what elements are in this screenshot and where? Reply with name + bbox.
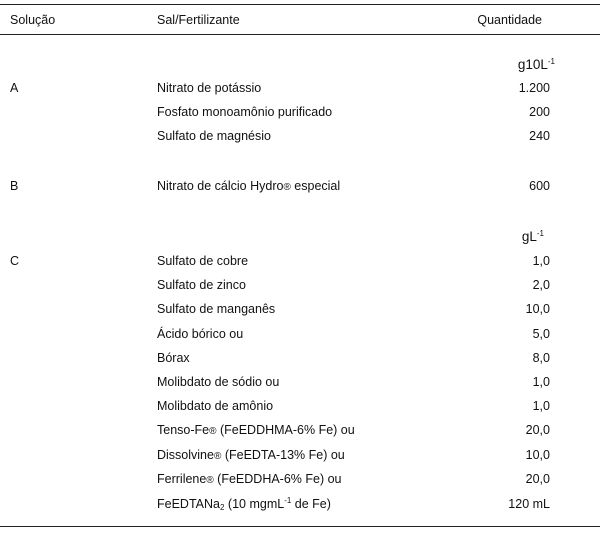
table-row-name: Nitrato de potássio bbox=[157, 81, 262, 95]
header-quantity: Quantidade bbox=[477, 13, 542, 27]
header-solution: Solução bbox=[10, 13, 56, 27]
table-row-name: Sulfato de zinco bbox=[157, 278, 246, 292]
table-row-qty: 200 bbox=[529, 105, 550, 119]
table-row-qty: 1,0 bbox=[532, 375, 550, 389]
table-row-name: Nitrato de cálcio Hydro® especial bbox=[157, 179, 341, 193]
table-row-name: Molibdato de sódio ou bbox=[157, 375, 280, 389]
table-row-name: Fosfato monoamônio purificado bbox=[157, 105, 333, 119]
table-row-qty: 20,0 bbox=[525, 423, 550, 437]
registered-icon: ® bbox=[213, 451, 222, 462]
registered-icon: ® bbox=[206, 475, 214, 486]
table-row-qty: 240 bbox=[529, 129, 550, 143]
table-row-qty: 600 bbox=[529, 179, 550, 193]
table-row-name: Bórax bbox=[157, 351, 190, 365]
solution-label-b: B bbox=[10, 179, 19, 193]
table-row-qty: 20,0 bbox=[525, 472, 550, 486]
table-row-qty: 1,0 bbox=[532, 399, 550, 413]
table-row-qty: 2,0 bbox=[532, 278, 550, 292]
bottom-rule bbox=[0, 526, 600, 527]
solution-label-c: C bbox=[10, 254, 20, 268]
table-row-name: Tenso-Fe® (FeEDDHMA-6% Fe) ou bbox=[157, 423, 355, 437]
table-row-name: FeEDTANa$_2$ (10 mgmL$^{-1}$ de Fe) bbox=[157, 496, 331, 512]
table-row-name: Dissolvine® (FeEDTA-13% Fe) ou bbox=[157, 448, 345, 462]
header-rule bbox=[0, 34, 600, 35]
solution-label-a: A bbox=[10, 81, 19, 95]
table-row-qty: 10,0 bbox=[525, 448, 550, 462]
table-row-qty: 1,0 bbox=[532, 254, 550, 268]
table-row-name: Sulfato de magnésio bbox=[157, 129, 271, 143]
table-row-name: Sulfato de cobre bbox=[157, 254, 249, 268]
table-row-qty: 1.200 bbox=[518, 81, 550, 95]
table-row-qty: 120 mL bbox=[508, 497, 550, 511]
table-row-name: Ácido bórico ou bbox=[157, 327, 244, 341]
table-row-name: Molibdato de amônio bbox=[157, 399, 274, 413]
header-salt: Sal/Fertilizante bbox=[157, 13, 240, 27]
top-rule bbox=[0, 4, 600, 5]
unit-g10l: $g10L^{-1}$ bbox=[517, 57, 555, 72]
registered-icon: ® bbox=[209, 426, 217, 437]
table-row-name: Ferrilene® (FeEDDHA-6% Fe) ou bbox=[157, 472, 342, 486]
registered-icon: ® bbox=[283, 182, 291, 193]
table-row-qty: 10,0 bbox=[525, 302, 550, 316]
table-row-qty: 5,0 bbox=[532, 327, 550, 341]
unit-gl: $gL^{-1}$ bbox=[521, 229, 544, 244]
table-row-name: Sulfato de manganês bbox=[157, 302, 276, 316]
table-row-qty: 8,0 bbox=[532, 351, 550, 365]
